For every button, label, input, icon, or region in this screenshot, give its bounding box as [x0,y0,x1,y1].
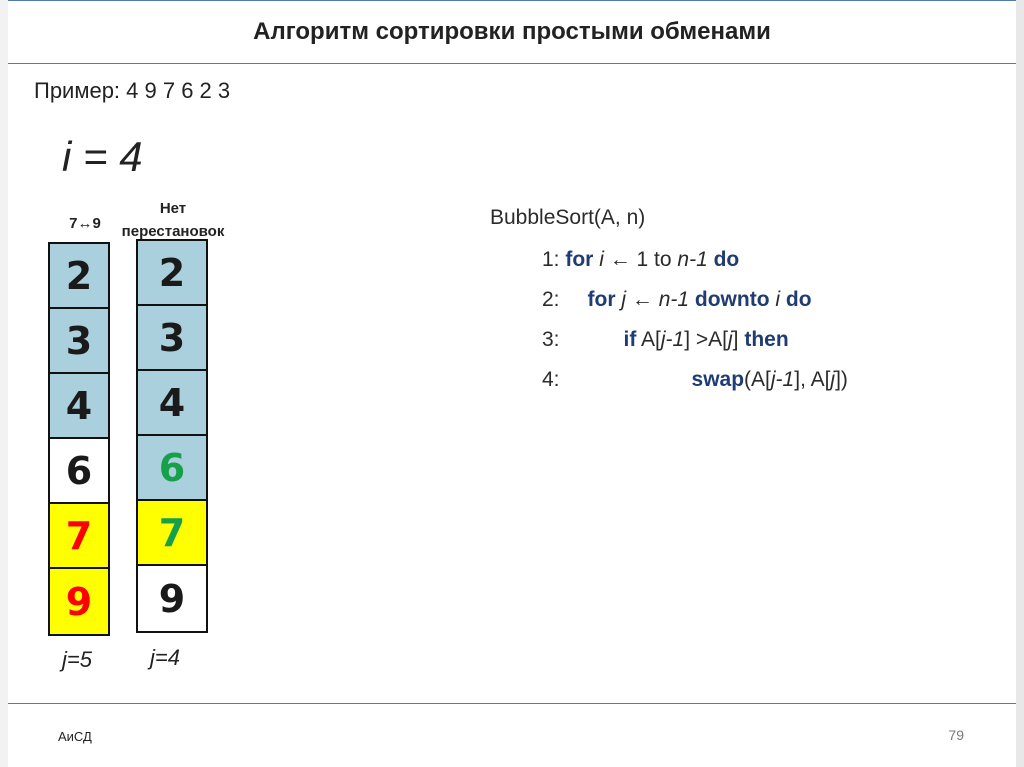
code-text: ] >A[ [684,328,728,351]
iteration-label: i = 4 [62,133,143,180]
array-cell: 2 [50,244,108,309]
keyword: do [785,288,812,311]
title-divider [8,63,1016,64]
variable: n-1 [677,248,708,271]
array-cell: 9 [138,566,206,631]
array-cell: 3 [138,306,206,371]
array-column-2 [136,239,208,633]
line-number: 3: [542,328,560,351]
variable: i [775,288,781,311]
pseudocode-line-2 [542,288,812,312]
variable: j-1 [660,328,685,351]
array-cell: 2 [138,241,206,306]
array-cell: 6 [50,439,108,504]
code-text: (A[ [744,368,771,391]
code-text: A[ [636,328,661,351]
example-text: Пример: 4 9 7 6 2 3 [34,78,231,103]
code-text: ]) [835,368,848,391]
variable: i [599,248,604,271]
left-frame [0,0,8,767]
line-number: 4: [542,368,560,391]
keyword: downto [694,288,770,311]
variable: j [621,288,627,311]
pseudocode-line-4 [542,368,848,392]
array-cell: 6 [138,436,206,501]
code-text: ← [626,288,659,311]
pseudocode-line-3 [542,328,789,352]
variable: j [830,368,836,391]
keyword: if [623,328,637,351]
variable: n-1 [658,288,690,311]
array-column-1 [48,242,110,636]
pseudocode-header: BubbleSort(A, n) [490,206,646,229]
column-2-label: Нет перестановок [121,200,225,240]
keyword: do [713,248,740,271]
line-number: 1: [542,248,560,271]
line-number: 2: [542,288,560,311]
array-cell: 4 [138,371,206,436]
column-1-j-label: j=5 [62,647,92,672]
pseudocode-line-1 [542,248,739,272]
column-2-j-label: j=4 [150,645,180,670]
keyword: then [744,328,789,351]
array-cell: 7 [138,501,206,566]
keyword: swap [691,368,745,391]
code-text: ], A[ [794,368,831,391]
column-1-label: 7↔9 [69,215,101,232]
array-cell: 7 [50,504,108,569]
code-text: ] [732,328,745,351]
array-cell: 3 [50,309,108,374]
code-text: ← 1 to [603,248,678,271]
top-border [8,0,1016,1]
variable: j-1 [770,368,795,391]
array-cell: 9 [50,569,108,634]
keyword: for [587,288,616,311]
slide-title: Алгоритм сортировки простыми обменами [253,18,771,45]
array-cell: 4 [50,374,108,439]
page-number: 79 [948,727,964,743]
footer-divider [8,703,1016,704]
right-frame [1016,0,1024,767]
variable: j [728,328,733,351]
keyword: for [565,248,594,271]
footer-text: АиСД [58,729,92,744]
